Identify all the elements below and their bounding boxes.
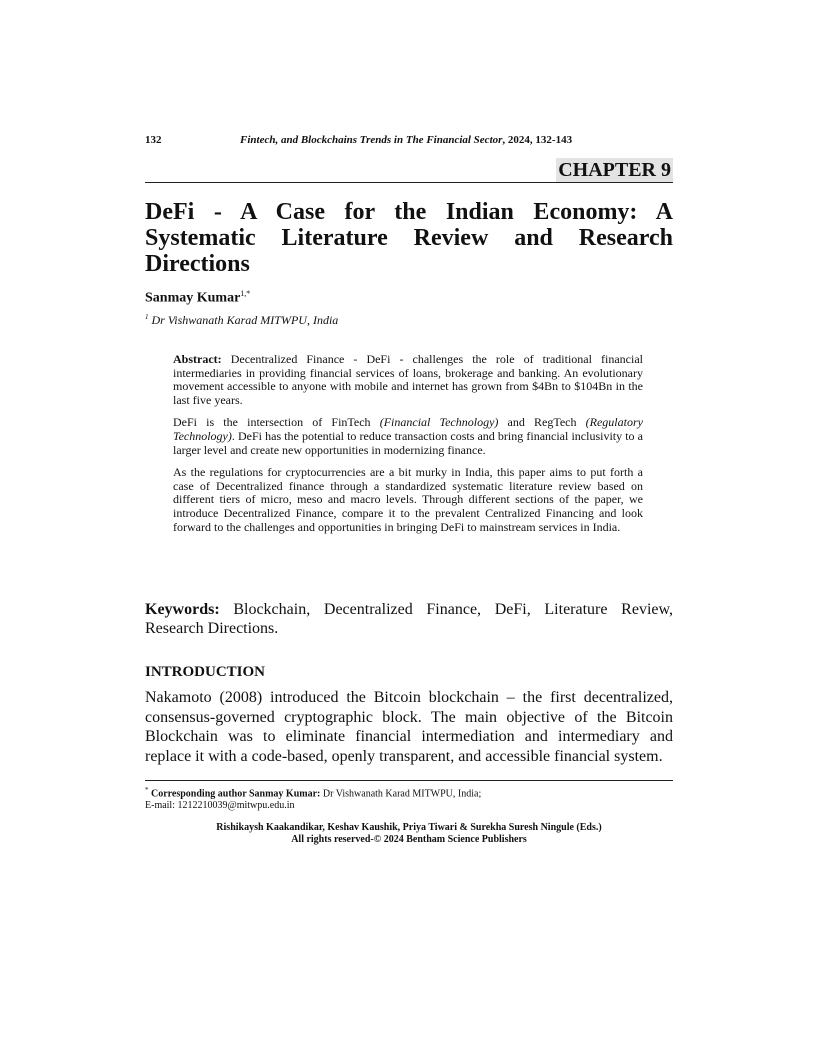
abstract-text-2d: (Regulatory Technology) [173,415,643,443]
affiliation-sup: 1 [145,313,149,321]
keywords-label: Keywords: [145,601,220,618]
keywords [145,600,673,638]
footnote-line-1 [145,784,673,800]
abstract [173,353,643,543]
introduction-paragraph: Nakamoto (2008) introduced the Bitcoin blockchain – the first decentralized, consensus-governed cryptographic block. The main objective of the Bitcoin Blockchain was to eliminate financial intermediation and intermediary and replace it with a code-based, openly transparent, and accessible financial system. [145,689,673,765]
affiliation-text: Dr Vishwanath Karad MITWPU, India [151,313,339,327]
author-sup: 1,* [240,289,251,298]
abstract-text-2a: DeFi is the intersection of FinTech [173,415,380,430]
footnote-email: E-mail: 1212210039@mitwpu.edu.in [145,800,295,812]
journal-citation [240,134,572,146]
journal-title: Fintech, and Blockchains Trends in The Financial Sector [240,134,503,146]
abstract-paragraph-2 [173,416,643,457]
footnote-label: Corresponding author Sanmay Kumar: [151,788,321,800]
footer-editors: Rishikaysh Kaakandikar, Keshav Kaushik, Priya Tiwari & Surekha Suresh Ningule (Eds.) [216,822,602,833]
affiliation [145,313,338,328]
keywords-text: Blockchain, Decentralized Finance, DeFi, Literature Review, Research Directions. [145,601,673,637]
abstract-paragraph-3: As the regulations for cryptocurrencies are a bit murky in India, this paper aims to put forth a case of Decentralized finance through a standardized systematic literature review based on different tiers of micro, meso and macro levels. Through different sections of the paper, we introduce Decentralized Finance, compare it to the prevalent Centralized Financing and look forward to the challenges and opportunities in bringing DeFi to mainstream services in India. [173,465,643,534]
footnote-sup: * [145,786,149,794]
author-name: Sanmay Kumar [145,290,241,306]
abstract-text-2c: and RegTech [498,415,586,430]
abstract-text-1: Decentralized Finance - DeFi - challenges the role of traditional financial intermediaries in providing financial services of loans, brokerage and banking. An evolutionary movement accessible to anyone with mobile and internet has grown from $4Bn to $104Bn in the last five years. [173,352,643,407]
abstract-text-2b: (Financial Technology) [379,415,499,430]
chapter-label: CHAPTER 9 [558,159,671,181]
section-heading: INTRODUCTION [145,664,266,680]
footnote-text: Dr Vishwanath Karad MITWPU, India; [320,788,482,800]
abstract-label: Abstract: [173,352,222,366]
footnote-divider [145,780,673,781]
page-footer [145,822,673,845]
paper-title: DeFi - A Case for the Indian Economy: A Systematic Literature Review and Research Directions [145,199,673,277]
footer-rights: All rights reserved-© 2024 Bentham Science Publishers [291,833,527,845]
abstract-paragraph-1 [173,353,643,407]
header-divider [145,182,673,183]
author-line [145,289,250,307]
footnote [145,784,673,812]
page-number: 132 [145,134,162,146]
abstract-text-2e: . DeFi has the potential to reduce transaction costs and bring financial inclusivity to a larger level and create new opportunities in modernizing finance. [173,428,643,457]
citation-info: , 2024, 132-143 [502,134,573,146]
